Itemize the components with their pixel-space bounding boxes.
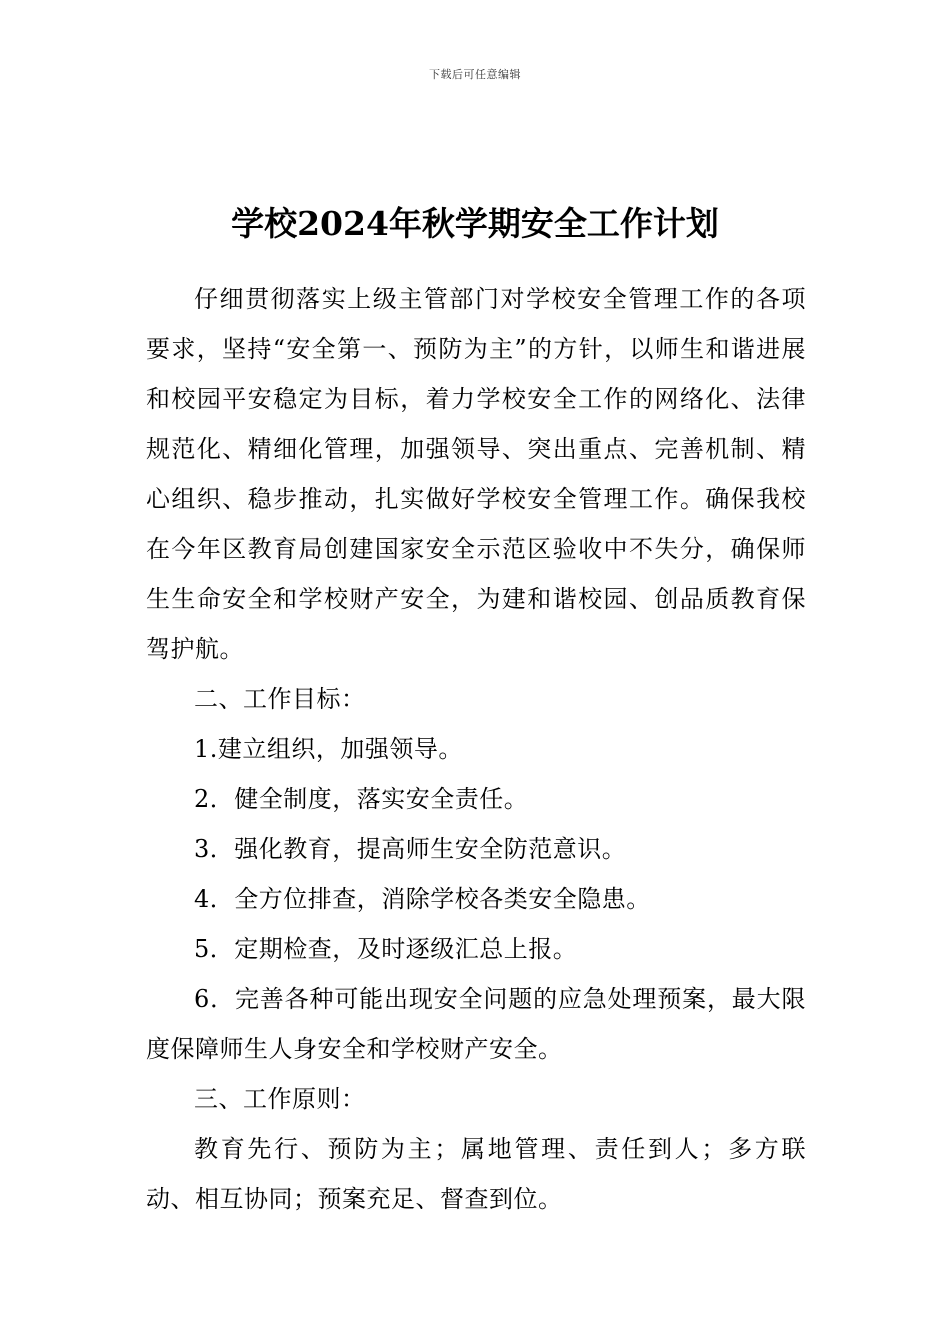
document-body xyxy=(146,274,806,1224)
goal-item-2: 2．健全制度，落实安全责任。 xyxy=(194,785,529,813)
header-note: 下载后可任意编辑 xyxy=(429,68,521,81)
goal-item-4: 4．全方位排查，消除学校各类安全隐患。 xyxy=(194,885,651,913)
goal-item-3: 3．强化教育，提高师生安全防范意识。 xyxy=(194,835,627,863)
section-heading-principles: 三、工作原则： xyxy=(194,1085,366,1113)
goal-item-6: 6．完善各种可能出现安全问题的应急处理预案，最大限度保障师生人身安全和学校财产安全。 xyxy=(146,985,806,1063)
goal-item-1: 1.建立组织，加强领导。 xyxy=(194,735,463,763)
document-title: 学校2024年秋学期安全工作计划 xyxy=(231,204,719,244)
paragraph-intro: 仔细贯彻落实上级主管部门对学校安全管理工作的各项要求，坚持“安全第一、预防为主”的方针，以师生和谐进展和校园平安稳定为目标，着力学校安全工作的网络化、法律规范化、精细化管理，加强领导、突出重点、完善机制、精心组织、稳步推动，扎实做好学校安全管理工作。确保我校在今年区教育局创建国家安全示范区验收中不失分，确保师生生命安全和学校财产安全，为建和谐校园、创品质教育保驾护航。 xyxy=(146,285,806,663)
principles-text: 教育先行、预防为主；属地管理、责任到人；多方联动、相互协同；预案充足、督查到位。 xyxy=(146,1135,806,1213)
section-heading-goals: 二、工作目标： xyxy=(194,685,366,713)
goal-item-5: 5．定期检查，及时逐级汇总上报。 xyxy=(194,935,578,963)
